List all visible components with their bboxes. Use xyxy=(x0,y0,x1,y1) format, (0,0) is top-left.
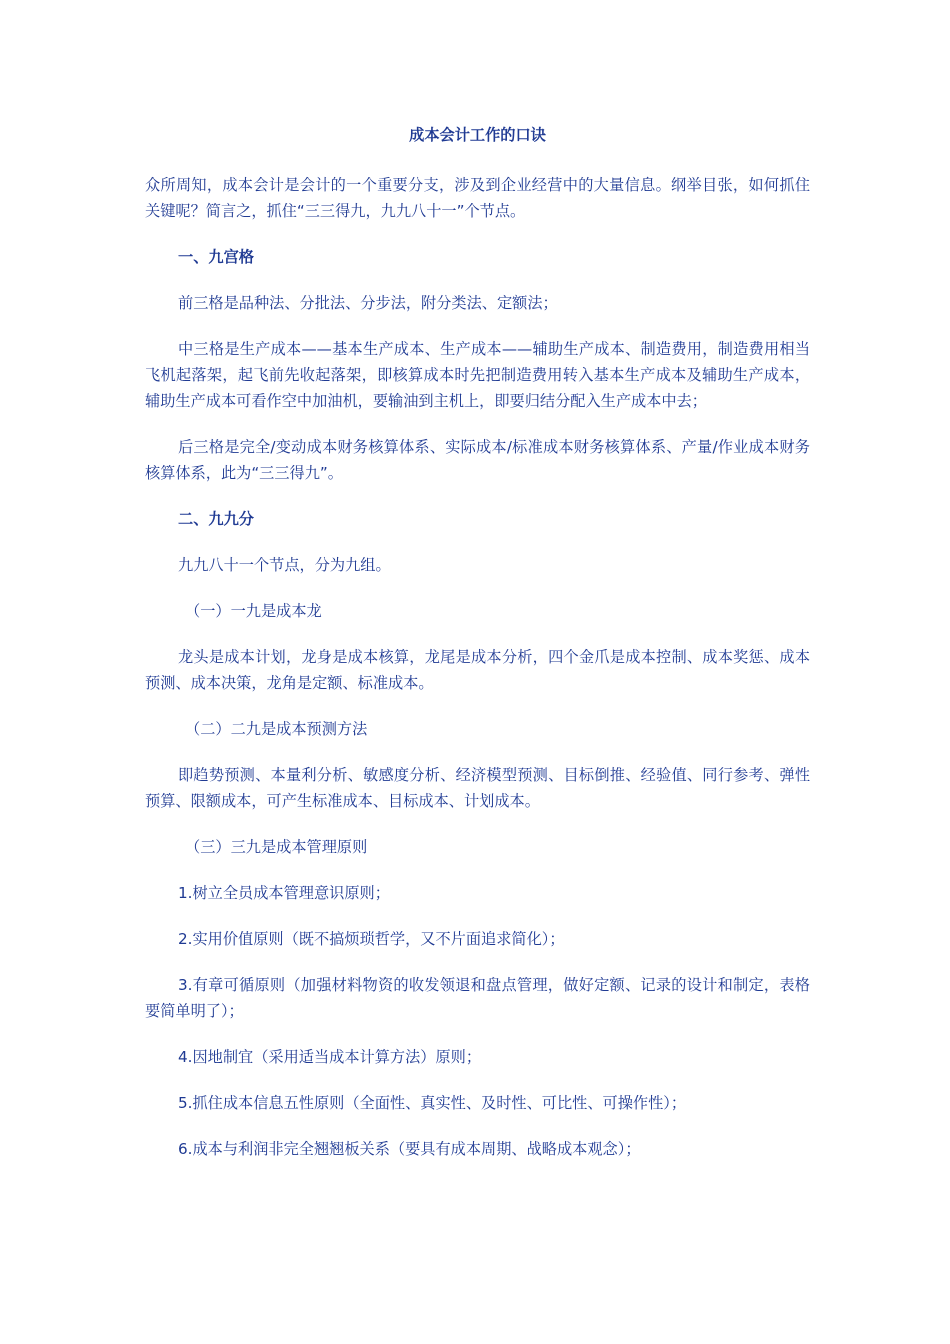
group-text-1: 龙头是成本计划，龙身是成本核算，龙尾是成本分析，四个金爪是成本控制、成本奖惩、成本预测、成本决策，龙角是定额、标准成本。 xyxy=(145,648,810,692)
principle-item-5: 5.抓住成本信息五性原则（全面性、真实性、及时性、可比性、可操作性）； xyxy=(178,1094,687,1112)
principle-item-1: 1.树立全员成本管理意识原则； xyxy=(178,884,390,902)
group-title-2: （二）二九是成本预测方法 xyxy=(185,720,368,738)
section1-paragraph-2: 中三格是生产成本——基本生产成本、生产成本——辅助生产成本、制造费用，制造费用相当飞机起落架，起飞前先收起落架，即核算成本时先把制造费用转入基本生产成本及辅助生产成本，辅助生产成本可看作空中加油机，要输油到主机上，即要归结分配入生产成本中去； xyxy=(145,340,810,410)
principle-item-2: 2.实用价值原则（既不搞烦琐哲学，又不片面追求简化）； xyxy=(178,930,565,948)
section-heading-2: 二、九九分 xyxy=(178,510,254,528)
principle-item-4: 4.因地制宜（采用适当成本计算方法）原则； xyxy=(178,1048,482,1066)
principle-item-3: 3.有章可循原则（加强材料物资的收发领退和盘点管理，做好定额、记录的设计和制定，表格要简单明了）； xyxy=(145,976,810,1020)
section-heading-1: 一、九宫格 xyxy=(178,248,254,266)
section2-intro: 九九八十一个节点，分为九组。 xyxy=(178,556,391,574)
principle-item-6: 6.成本与利润非完全翘翘板关系（要具有成本周期、战略成本观念）； xyxy=(178,1140,641,1158)
section1-paragraph-1: 前三格是品种法、分批法、分步法，附分类法、定额法； xyxy=(178,294,558,312)
section1-paragraph-3: 后三格是完全/变动成本财务核算体系、实际成本/标准成本财务核算体系、产量/作业成本财务核算体系，此为“三三得九”。 xyxy=(145,438,810,482)
group-text-2: 即趋势预测、本量利分析、敏感度分析、经济模型预测、目标倒推、经验值、同行参考、弹性预算、限额成本，可产生标准成本、目标成本、计划成本。 xyxy=(145,766,810,810)
document-page xyxy=(145,122,810,1182)
group-title-1: （一）一九是成本龙 xyxy=(185,602,322,620)
group-title-3: （三）三九是成本管理原则 xyxy=(185,838,368,856)
document-title: 成本会计工作的口诀 xyxy=(409,126,546,144)
intro-paragraph: 众所周知，成本会计是会计的一个重要分支，涉及到企业经营中的大量信息。纲举目张，如何抓住关键呢？简言之，抓住“三三得九，九九八十一”个节点。 xyxy=(145,176,810,220)
